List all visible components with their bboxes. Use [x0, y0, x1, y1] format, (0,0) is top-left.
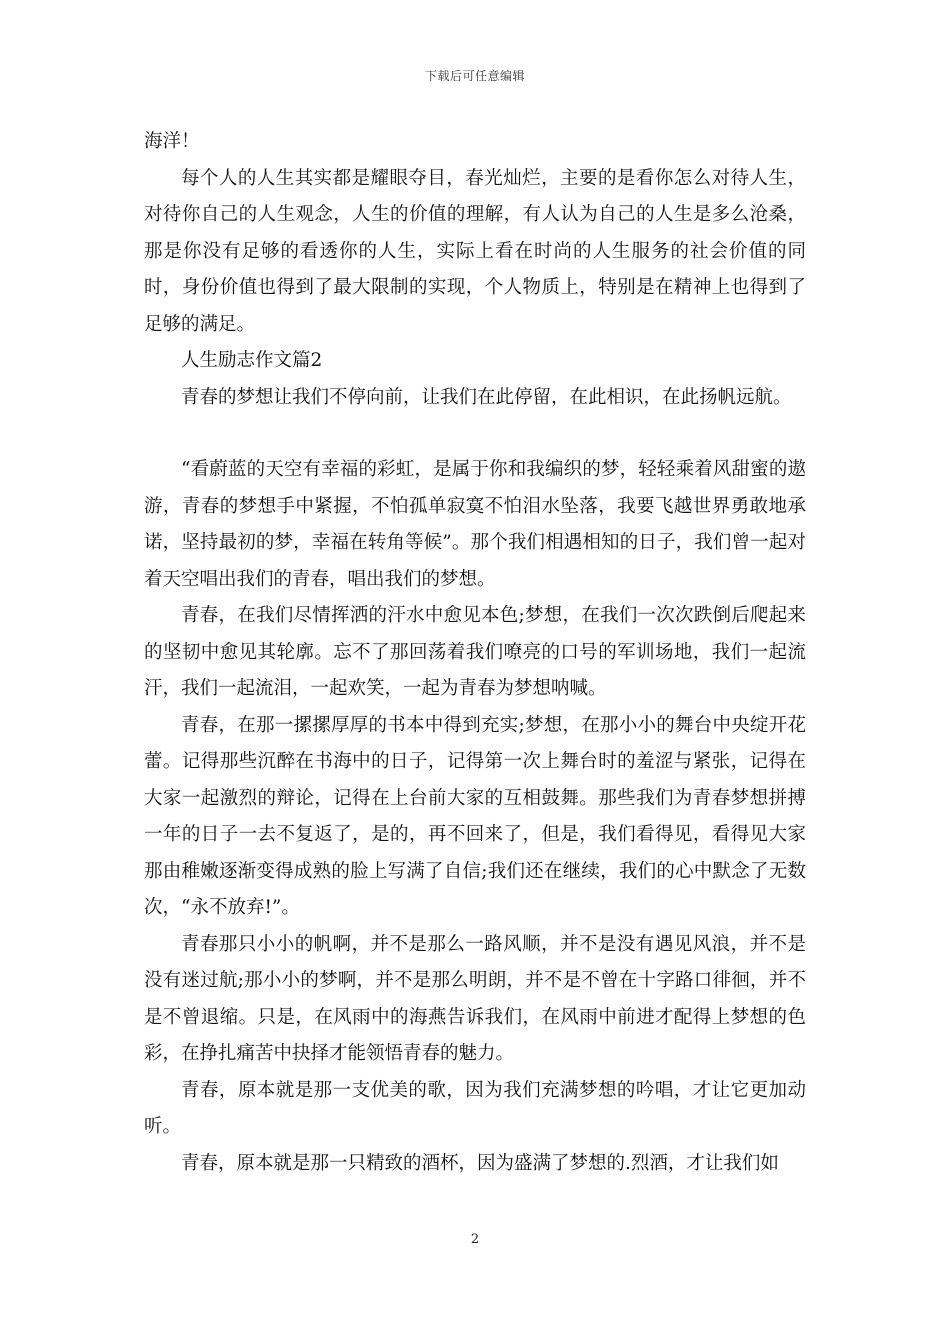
page-number: 2: [470, 1232, 480, 1247]
paragraph: 青春的梦想让我们不停向前，让我们在此停留，在此相识，在此扬帆远航。: [181, 386, 792, 408]
paragraph: 青春，在我们尽情挥洒的汗水中愈见本色;梦想，在我们一次次跌倒后爬起来的坚韧中愈见其轮廓。忘不了那回荡着我们嘹亮的口号的军训场地，我们一起流汗，我们一起流泪，一起欢笑，一起为青春为梦想呐喊。: [144, 605, 806, 699]
section-heading: 人生励志作文篇2: [181, 350, 323, 371]
paragraph: 青春，在那一摞摞厚厚的书本中得到充实;梦想，在那小小的舞台中央绽开花蕾。记得那些沉醉在书海中的日子，记得第一次上舞台时的羞涩与紧张，记得在大家一起激烈的辩论，记得在上台前大家的互相鼓舞。那些我们为青春梦想拼搏一年的日子一去不复返了，是的，再不回来了，但是，我们看得见，看得见大家那由稚嫩逐渐变得成熟的脸上写满了自信;我们还在继续，我们的心中默念了无数次，“永不放弃!”。: [144, 714, 806, 918]
paragraph-quote: “看蔚蓝的天空有幸福的彩虹，是属于你和我编织的梦，轻轻乘着风甜蜜的遨游，青春的梦想手中紧握，不怕孤单寂寞不怕泪水坠落，我要飞越世界勇敢地承诺，坚持最初的梦，幸福在转角等候”。那个我们相遇相知的日子，我们曾一起对着天空唱出我们的青春，唱出我们的梦想。: [144, 459, 806, 590]
document-body: [144, 124, 806, 1182]
paragraph: 青春，原本就是那一支优美的歌，因为我们充满梦想的吟唱，才让它更加动听。: [144, 1079, 806, 1137]
paragraph: 青春，原本就是那一只精致的酒杯，因为盛满了梦想的.烈酒，才让我们如: [181, 1152, 779, 1174]
paragraph: 每个人的人生其实都是耀眼夺目，春光灿烂，主要的是看你怎么对待人生，对待你自己的人生观念，人生的价值的理解，有人认为自己的人生是多么沧桑，那是你没有足够的看透你的人生，实际上看在时尚的人生服务的社会价值的同时，身份价值也得到了最大限制的实现，个人物质上，特别是在精神上也得到了足够的满足。: [144, 167, 806, 335]
paragraph-continuation: 海洋！: [144, 131, 200, 152]
page-header: 下载后可任意编辑: [424, 69, 525, 83]
paragraph: 青春那只小小的帆啊，并不是那么一路风顺，并不是没有遇见风浪，并不是没有迷过航;那小小的梦啊，并不是那么明朗，并不是不曾在十字路口徘徊，并不是不曾退缩。只是，在风雨中的海燕告诉我们，在风雨中前进才配得上梦想的色彩，在挣扎痛苦中抉择才能领悟青春的魅力。: [144, 933, 806, 1064]
